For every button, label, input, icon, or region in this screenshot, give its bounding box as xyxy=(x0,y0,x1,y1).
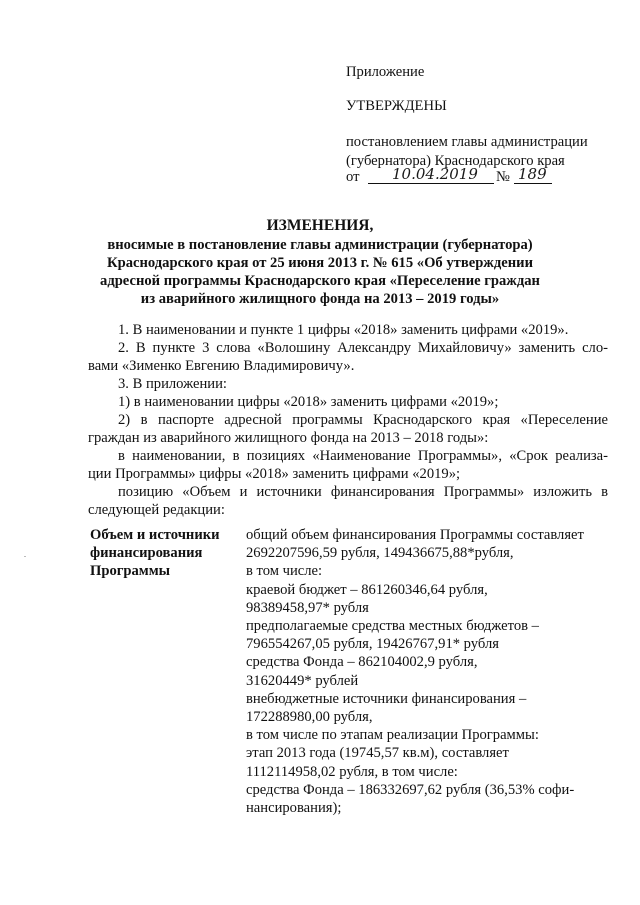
item-3-2-line-1: 2) в паспорте адресной программы Краснодарского края «Переселение xyxy=(118,412,608,428)
number-label: № xyxy=(496,169,510,185)
table-value-line: 1112114958,02 рубля, в том числе: xyxy=(246,763,458,780)
table-value-line: в том числе: xyxy=(246,563,323,580)
table-label: Объем и источники финансирования Программы xyxy=(90,527,220,579)
number-underline xyxy=(514,183,552,184)
table-value-line: внебюджетные источники финансирования – xyxy=(246,690,527,707)
paragraph-2-line-2: вами «Зименко Евгению Владимировичу». xyxy=(88,358,355,374)
item-3-1: 1) в наименовании цифры «2018» заменить цифрами «2019»; xyxy=(118,394,499,410)
handwritten-date: 10.04.2019 xyxy=(392,165,478,183)
table-value-line: общий объем финансирования Программы составляет xyxy=(246,527,584,543)
item-3-3-line-1: в наименовании, в позициях «Наименование Программы», «Срок реализа- xyxy=(118,448,608,464)
table-value-line: нансирования); xyxy=(246,800,342,817)
decree-line-1: постановлением главы администрации xyxy=(346,134,588,150)
title-line-3: адресной программы Краснодарского края «Переселение граждан xyxy=(100,273,540,289)
from-label: от xyxy=(346,169,360,185)
table-value-line: 172288980,00 рубля, xyxy=(246,709,373,726)
table-value-line: 98389458,97* рубля xyxy=(246,599,369,616)
table-values xyxy=(246,526,584,817)
table-value-line: в том числе по этапам реализации Программы: xyxy=(246,727,539,744)
scan-speck xyxy=(24,556,26,557)
table-value-line: этап 2013 года (19745,57 кв.м), составляет xyxy=(246,745,509,762)
table-value-line: средства Фонда – 186332697,62 рубля (36,53% софи- xyxy=(246,781,575,798)
paragraph-3: 3. В приложении: xyxy=(118,376,227,392)
item-3-4-line-1: позицию «Объем и источники финансирования Программы» изложить в xyxy=(118,484,608,500)
paragraph-2-line-1: 2. В пункте 3 слова «Волошину Александру Михайловичу» заменить сло- xyxy=(118,340,608,356)
item-3-2-line-2: граждан из аварийного жилищного фонда на 2013 – 2018 годы»: xyxy=(88,430,489,446)
decree-line-2: (губернатора) Краснодарского края xyxy=(346,153,565,169)
title-line-4: из аварийного жилищного фонда на 2013 – 2019 годы» xyxy=(140,291,500,307)
table-value-line: предполагаемые средства местных бюджетов – xyxy=(246,618,539,635)
title-line-1: вносимые в постановление главы администрации (губернатора) xyxy=(107,237,533,253)
approved-label: УТВЕРЖДЕНЫ xyxy=(346,98,447,114)
table-value-line: 796554267,05 рубля, 19426767,91* рубля xyxy=(246,636,499,653)
table-value-line: средства Фонда – 862104002,9 рубля, xyxy=(246,654,478,671)
title-line-2: Краснодарского края от 25 июня 2013 г. № 615 «Об утверждении xyxy=(107,255,533,271)
table-value-line: краевой бюджет – 861260346,64 рубля, xyxy=(246,581,488,598)
item-3-4-line-2: следующей редакции: xyxy=(88,502,225,518)
date-underline xyxy=(368,183,494,184)
table-value-line: 2692207596,59 рубля, 149436675,88*рубля, xyxy=(246,545,514,562)
item-3-3-line-2: ции Программы» цифры «2018» заменить цифрами «2019»; xyxy=(88,466,461,482)
annex-label: Приложение xyxy=(346,64,425,80)
table-value-line: 31620449* рублей xyxy=(246,672,359,689)
handwritten-number: 189 xyxy=(518,165,547,183)
document-heading: ИЗМЕНЕНИЯ, xyxy=(266,217,374,234)
paragraph-1: 1. В наименовании и пункте 1 цифры «2018» заменить цифрами «2019». xyxy=(118,322,569,338)
